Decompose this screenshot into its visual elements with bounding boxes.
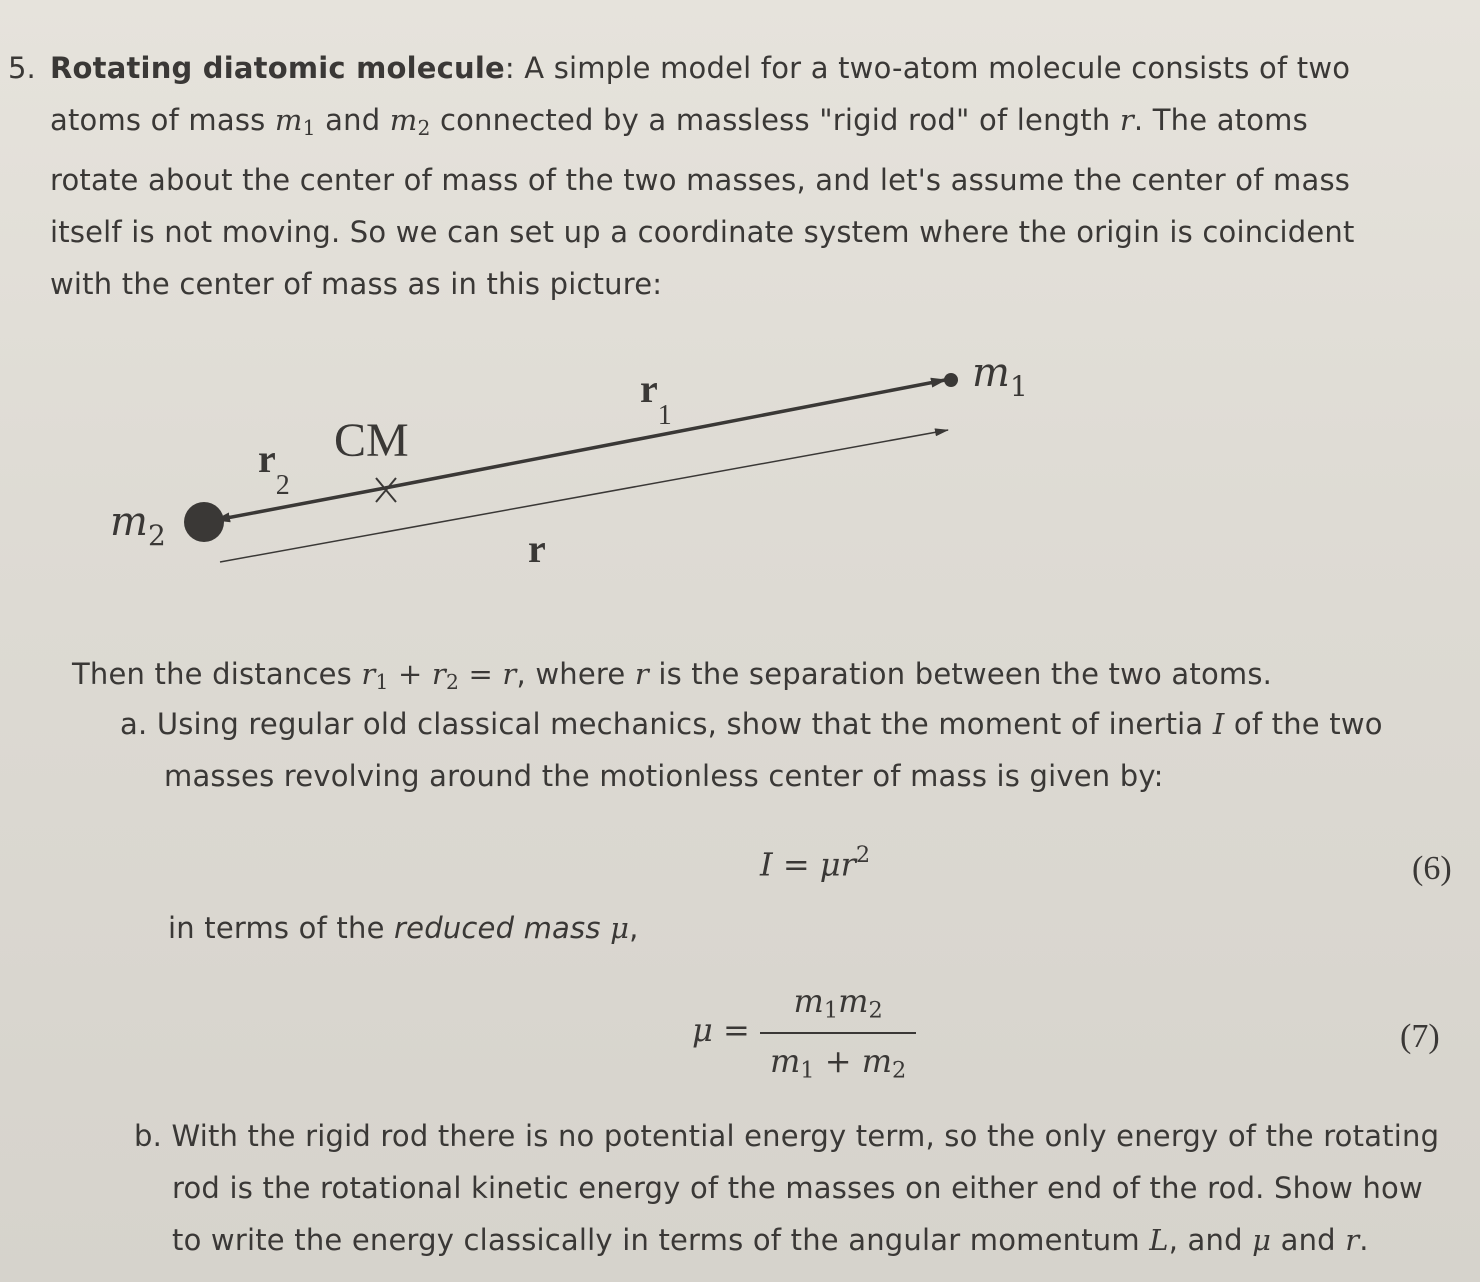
then-paragraph: Then the distances $r_1 + r_2 = r$, where r is the separation between the two atoms.	[72, 657, 1273, 695]
intro-line-1: Rotating diatomic molecule: A simple model for a two-atom molecule consists of two	[50, 51, 1351, 85]
molecule-diagram	[100, 340, 1060, 590]
intro-line-4: itself is not moving. So we can set up a coordinate system where the origin is coincident	[50, 215, 1355, 250]
atom-m1	[944, 373, 958, 387]
problem-intro	[50, 42, 1460, 310]
part-a: a. Using regular old classical mechanics, show that the moment of inertia I of the two masses revolving around the motionless center of mass is given by:	[120, 707, 1383, 793]
equation-6-number: (6)	[1412, 850, 1452, 887]
symbol-m1: $m_1$	[274, 103, 316, 141]
r1-vector-arrow	[385, 380, 945, 488]
intro-line-3: rotate about the center of mass of the two masses, and let's assume the center of mass	[50, 163, 1351, 198]
label-r: r	[528, 526, 546, 571]
equation-r1-plus-r2: $r_1 + r_2 = r$	[361, 657, 517, 695]
part-b: b. With the rigid rod there is no potential energy term, so the only energy of the rotating rod is the rotational kinetic energy of the masses on either end of the rod. Show how to write the energy classically in terms of the angular momentum L, and μ and r.	[134, 1119, 1440, 1257]
reduced-mass-fraction: $\frac{m_1m_2}{m_1 + m_2}$	[760, 982, 916, 1083]
symbol-I: I	[1212, 707, 1225, 741]
problem-title: Rotating diatomic molecule	[50, 51, 505, 85]
label-m1: $m_1$	[972, 350, 1028, 403]
equation-7: μ = $\frac{m_1m_2}{m_1 + m_2}$	[692, 982, 916, 1083]
symbol-m2: $m_2$	[389, 103, 431, 141]
label-m2: $m_2$	[110, 499, 166, 552]
problem-number: 5.	[8, 51, 36, 85]
label-r2: $r_2$	[258, 436, 290, 501]
r2-vector-arrow	[216, 488, 385, 520]
part-a-label: a.	[120, 707, 148, 741]
intro-line-5: with the center of mass as in this picture:	[50, 267, 663, 302]
label-cm: CM	[334, 414, 409, 467]
part-b-label: b.	[134, 1119, 163, 1153]
reduced-mass-line: in terms of the reduced mass μ,	[168, 911, 639, 945]
symbol-L: L	[1149, 1223, 1169, 1257]
label-r1: $r_1$	[640, 366, 672, 431]
equation-7-number: (7)	[1400, 1018, 1440, 1055]
atom-m2	[184, 502, 224, 542]
intro-line-2: atoms of mass $m_1$ and $m_2$ connected by a massless "rigid rod" of length r. The atoms	[50, 103, 1308, 141]
equation-6: $I = \mu r^2$	[760, 842, 871, 884]
symbol-r: r	[1119, 103, 1134, 137]
